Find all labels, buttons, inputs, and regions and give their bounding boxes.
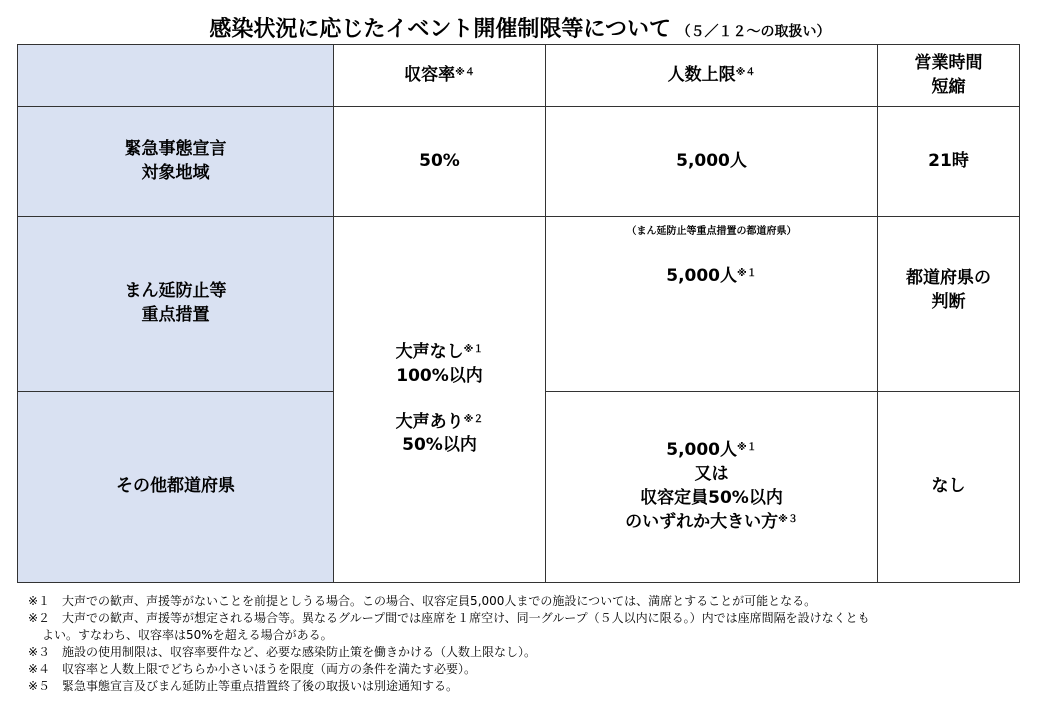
header-capacity-note: ※４ xyxy=(455,66,475,78)
shared-capacity-line2: 100%以内 xyxy=(396,365,483,386)
priority-label-line2: 重点措置 xyxy=(141,305,210,325)
header-people-limit xyxy=(546,45,878,107)
priority-label-line1: まん延防止等 xyxy=(124,281,227,302)
footnote-4: ※４ 収容率と人数上限でどちらか小さいほうを限度（両方の条件を満たす必要）。 xyxy=(28,662,477,676)
row-priority xyxy=(18,217,1020,392)
shared-capacity xyxy=(334,217,546,583)
row-emergency xyxy=(18,107,1020,217)
priority-hours xyxy=(878,217,1020,392)
footnote-3: ※３ 施設の使用制限は、収容率要件など、必要な感染防止策を働きかける（人数上限なし）。 xyxy=(28,645,537,659)
other-hours: なし xyxy=(878,392,1020,583)
title-sub: （５／１２～の取扱い） xyxy=(676,24,831,40)
header-people-limit-note: ※４ xyxy=(735,66,756,78)
header-hours xyxy=(878,45,1020,107)
header-capacity-label: 収容率 xyxy=(404,64,456,85)
header-capacity xyxy=(334,45,546,107)
other-people-line1: 5,000人 xyxy=(666,440,738,461)
priority-people xyxy=(546,217,878,392)
footnote-2: ※２ 大声での歓声、声援等が想定される場合等。異なるグループ間では座席を１席空け、同一グループ（５人以内に限る。）内では座席間隔を設けなくとも xyxy=(28,611,870,625)
priority-people-value: 5,000人 xyxy=(666,266,738,286)
other-people xyxy=(546,392,878,583)
priority-hours-line1: 都道府県の xyxy=(906,268,991,289)
shared-capacity-line4: 50%以内 xyxy=(402,435,477,456)
priority-hours-line2: 判断 xyxy=(931,292,966,312)
priority-people-small-note: （まん延防止等重点措置の都道府県） xyxy=(626,226,797,237)
emergency-hours: 21時 xyxy=(878,107,1020,217)
shared-capacity-line1-note: ※１ xyxy=(463,343,484,355)
row-other-label: その他都道府県 xyxy=(18,392,334,583)
shared-capacity-line1: 大声なし xyxy=(395,341,464,362)
other-people-line1-note: ※１ xyxy=(737,442,757,454)
footnote-5: ※５ 緊急事態宣言及びまん延防止等重点措置終了後の取扱いは別途通知する。 xyxy=(28,679,459,693)
header-people-limit-label: 人数上限 xyxy=(667,64,736,85)
footnote-2-continued: よい。すなわち、収容率は50%を超える場合がある。 xyxy=(42,628,333,642)
footnotes xyxy=(28,593,1028,695)
header-hours-line1: 営業時間 xyxy=(914,52,983,73)
corner-cell xyxy=(18,45,334,107)
emergency-label-line2: 対象地域 xyxy=(141,162,210,183)
shared-capacity-line3-note: ※２ xyxy=(463,413,484,425)
other-people-line4: のいずれか大きい方 xyxy=(625,511,779,532)
restriction-table xyxy=(17,44,1020,583)
emergency-label-line1: 緊急事態宣言 xyxy=(124,138,227,159)
row-priority-label xyxy=(18,217,334,392)
shared-capacity-line3: 大声あり xyxy=(395,411,464,432)
footnote-1: ※１ 大声での歓声、声援等がないことを前提としうる場合。この場合、収容定員5,000人までの施設については、満席とすることが可能となる。 xyxy=(28,594,817,608)
priority-people-note: ※１ xyxy=(737,268,757,279)
emergency-people: 5,000人 xyxy=(546,107,878,217)
emergency-capacity: 50% xyxy=(334,107,546,217)
other-people-line3: 収容定員50%以内 xyxy=(640,488,783,508)
page-title xyxy=(0,12,1040,43)
header-hours-line2: 短縮 xyxy=(931,76,966,97)
title-main: 感染状況に応じたイベント開催制限等について xyxy=(209,17,671,42)
header-row xyxy=(18,45,1020,107)
other-people-line2: 又は xyxy=(694,464,729,485)
other-people-line4-note: ※３ xyxy=(778,513,798,525)
row-emergency-label xyxy=(18,107,334,217)
